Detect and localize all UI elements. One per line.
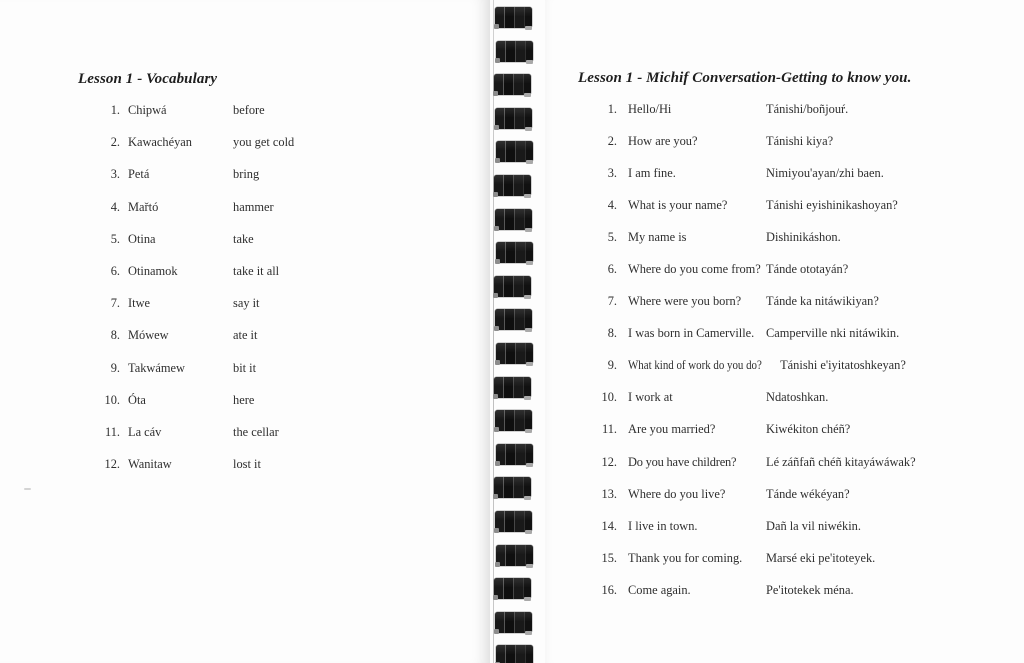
english-phrase: What is your name? <box>628 198 728 213</box>
english-phrase: What kind of work do you do? <box>628 358 762 373</box>
vocabulary-row <box>0 393 490 425</box>
item-number: 15. <box>601 550 617 565</box>
vocabulary-row <box>0 167 490 199</box>
conversation-row <box>545 166 1024 198</box>
english-phrase: Are you married? <box>628 422 716 437</box>
michif-word: Óta <box>128 392 146 407</box>
michif-phrase: Dishinikáshon. <box>766 230 841 245</box>
michif-word: La cáv <box>128 424 162 439</box>
item-number: 9. <box>607 358 617 373</box>
english-meaning: lost it <box>233 457 261 472</box>
michif-phrase: Camperville nki nitáwikin. <box>766 326 900 341</box>
binding-coil <box>496 41 533 62</box>
english-phrase: Come again. <box>628 582 691 597</box>
item-number: 4. <box>607 198 617 213</box>
spiral-binding <box>488 0 546 663</box>
right-page <box>545 0 1024 663</box>
binding-coil <box>496 343 533 364</box>
english-meaning: take it all <box>233 263 280 278</box>
binding-coil <box>496 645 533 663</box>
michif-phrase: Dañ la vil niwékin. <box>766 518 861 533</box>
conversation-row <box>545 134 1024 166</box>
english-phrase: I was born in Camerville. <box>628 326 755 341</box>
english-meaning: before <box>233 103 265 117</box>
michif-word: Itwe <box>128 296 151 311</box>
binding-coil <box>494 74 531 95</box>
binding-coil <box>494 477 531 498</box>
binding-coil <box>494 175 531 196</box>
item-number: 4. <box>110 199 120 214</box>
english-meaning: bring <box>233 167 260 182</box>
conversation-row <box>545 583 1024 615</box>
right-page-title: Lesson 1 - Michif Conversation-Getting to know you. <box>578 70 912 86</box>
binding-coil <box>494 377 531 398</box>
item-number: 8. <box>110 328 120 343</box>
vocabulary-row <box>0 296 490 328</box>
english-phrase: I work at <box>628 390 673 405</box>
binding-coil <box>494 578 531 599</box>
binding-coil <box>496 141 533 162</box>
english-phrase: Hello/Hi <box>628 102 672 116</box>
item-number: 8. <box>607 326 617 341</box>
michif-phrase: Tánishi eyishinikashoyan? <box>766 198 898 213</box>
item-number: 12. <box>601 454 617 469</box>
michif-word: Petá <box>128 167 150 182</box>
michif-word: Mówew <box>128 328 169 343</box>
conversation-row <box>545 390 1024 422</box>
michif-word: Chipwá <box>128 103 167 117</box>
item-number: 10. <box>104 392 120 407</box>
vocabulary-row <box>0 328 490 360</box>
item-number: 11. <box>104 424 120 439</box>
conversation-row <box>545 326 1024 358</box>
binding-coil <box>495 108 532 129</box>
michif-phrase: Nimiyou'ayan/zhi baen. <box>766 166 884 181</box>
michif-phrase: Tánishi/boñjouŕ. <box>766 102 849 116</box>
english-phrase: Where were you born? <box>628 294 742 309</box>
item-number: 7. <box>607 294 617 309</box>
english-meaning: bit it <box>233 360 257 375</box>
michif-word: Wanitaw <box>128 457 172 472</box>
binding-coil <box>496 242 533 263</box>
binding-coil <box>495 410 532 431</box>
conversation-row <box>545 294 1024 326</box>
item-number: 13. <box>601 486 617 501</box>
binding-coil <box>495 511 532 532</box>
michif-word: Takwámew <box>128 360 185 375</box>
michif-phrase: Tánishi kiya? <box>766 134 834 149</box>
michif-word: Otina <box>128 231 156 246</box>
binding-coil <box>495 612 532 633</box>
michif-phrase: Pe'itotekek ména. <box>766 582 854 597</box>
english-meaning: the cellar <box>233 424 279 439</box>
conversation-row <box>545 519 1024 551</box>
english-phrase: Where do you live? <box>628 486 726 501</box>
item-number: 3. <box>110 167 120 182</box>
vocabulary-row <box>0 103 490 135</box>
michif-phrase: Marsé eki pe'itoteyek. <box>766 550 876 565</box>
conversation-row <box>545 422 1024 454</box>
michif-word: Mařtó <box>128 199 159 214</box>
english-meaning: you get cold <box>233 135 295 150</box>
michif-phrase: Tánde ka nitáwikiyan? <box>766 294 879 309</box>
michif-phrase: Ndatoshkan. <box>766 390 829 405</box>
conversation-row <box>545 551 1024 583</box>
english-phrase: I live in town. <box>628 518 698 533</box>
scan-smudge <box>24 488 31 490</box>
left-page-title: Lesson 1 - Vocabulary <box>78 71 218 87</box>
michif-phrase: Lé záñfañ chéñ kitayáwáwak? <box>766 454 916 469</box>
michif-word: Otinamok <box>128 263 178 278</box>
vocabulary-row <box>0 200 490 232</box>
item-number: 5. <box>607 230 617 245</box>
item-number: 5. <box>110 231 120 246</box>
english-phrase: I am fine. <box>628 166 676 181</box>
michif-phrase: Kiwékiton chéñ? <box>766 422 851 437</box>
michif-phrase: Tánde ototayán? <box>766 262 849 277</box>
item-number: 6. <box>607 262 617 277</box>
item-number: 7. <box>110 296 120 311</box>
vocabulary-row <box>0 135 490 167</box>
vocabulary-row <box>0 264 490 296</box>
left-page <box>0 0 490 663</box>
english-phrase: Thank you for coming. <box>628 550 743 565</box>
conversation-row <box>545 358 1024 390</box>
english-meaning: take <box>233 231 254 246</box>
english-meaning: say it <box>233 296 260 311</box>
english-meaning: here <box>233 392 255 407</box>
conversation-row <box>545 487 1024 519</box>
item-number: 16. <box>601 582 617 597</box>
english-phrase: Do you have children? <box>628 454 737 469</box>
conversation-row <box>545 198 1024 230</box>
english-meaning: ate it <box>233 328 258 343</box>
english-phrase: My name is <box>628 230 687 245</box>
michif-phrase: Tánde wékéyan? <box>766 486 850 501</box>
binding-coil <box>495 7 532 28</box>
vocabulary-row <box>0 361 490 393</box>
english-meaning: hammer <box>233 199 274 214</box>
item-number: 10. <box>601 390 617 405</box>
item-number: 2. <box>110 135 120 150</box>
binding-coil <box>496 444 533 465</box>
conversation-row <box>545 102 1024 134</box>
item-number: 14. <box>601 518 617 533</box>
item-number: 2. <box>607 134 617 149</box>
binding-coil <box>495 209 532 230</box>
item-number: 12. <box>104 457 120 472</box>
conversation-row <box>545 455 1024 487</box>
item-number: 9. <box>110 360 120 375</box>
item-number: 6. <box>110 263 120 278</box>
binding-coil <box>494 276 531 297</box>
michif-word: Kawachéyan <box>128 135 192 150</box>
item-number: 11. <box>601 422 617 437</box>
vocabulary-row <box>0 232 490 264</box>
item-number: 1. <box>607 102 617 116</box>
item-number: 3. <box>607 166 617 181</box>
binding-coil <box>495 309 532 330</box>
english-phrase: Where do you come from? <box>628 262 761 277</box>
conversation-row <box>545 262 1024 294</box>
vocabulary-row <box>0 425 490 457</box>
conversation-row <box>545 230 1024 262</box>
michif-phrase: Tánishi e'iyitatoshkeyan? <box>780 358 906 373</box>
item-number: 1. <box>110 103 120 117</box>
vocabulary-list <box>0 103 490 489</box>
binding-coil <box>496 545 533 566</box>
english-phrase: How are you? <box>628 134 698 149</box>
conversation-list <box>545 102 1024 615</box>
vocabulary-row <box>0 457 490 489</box>
